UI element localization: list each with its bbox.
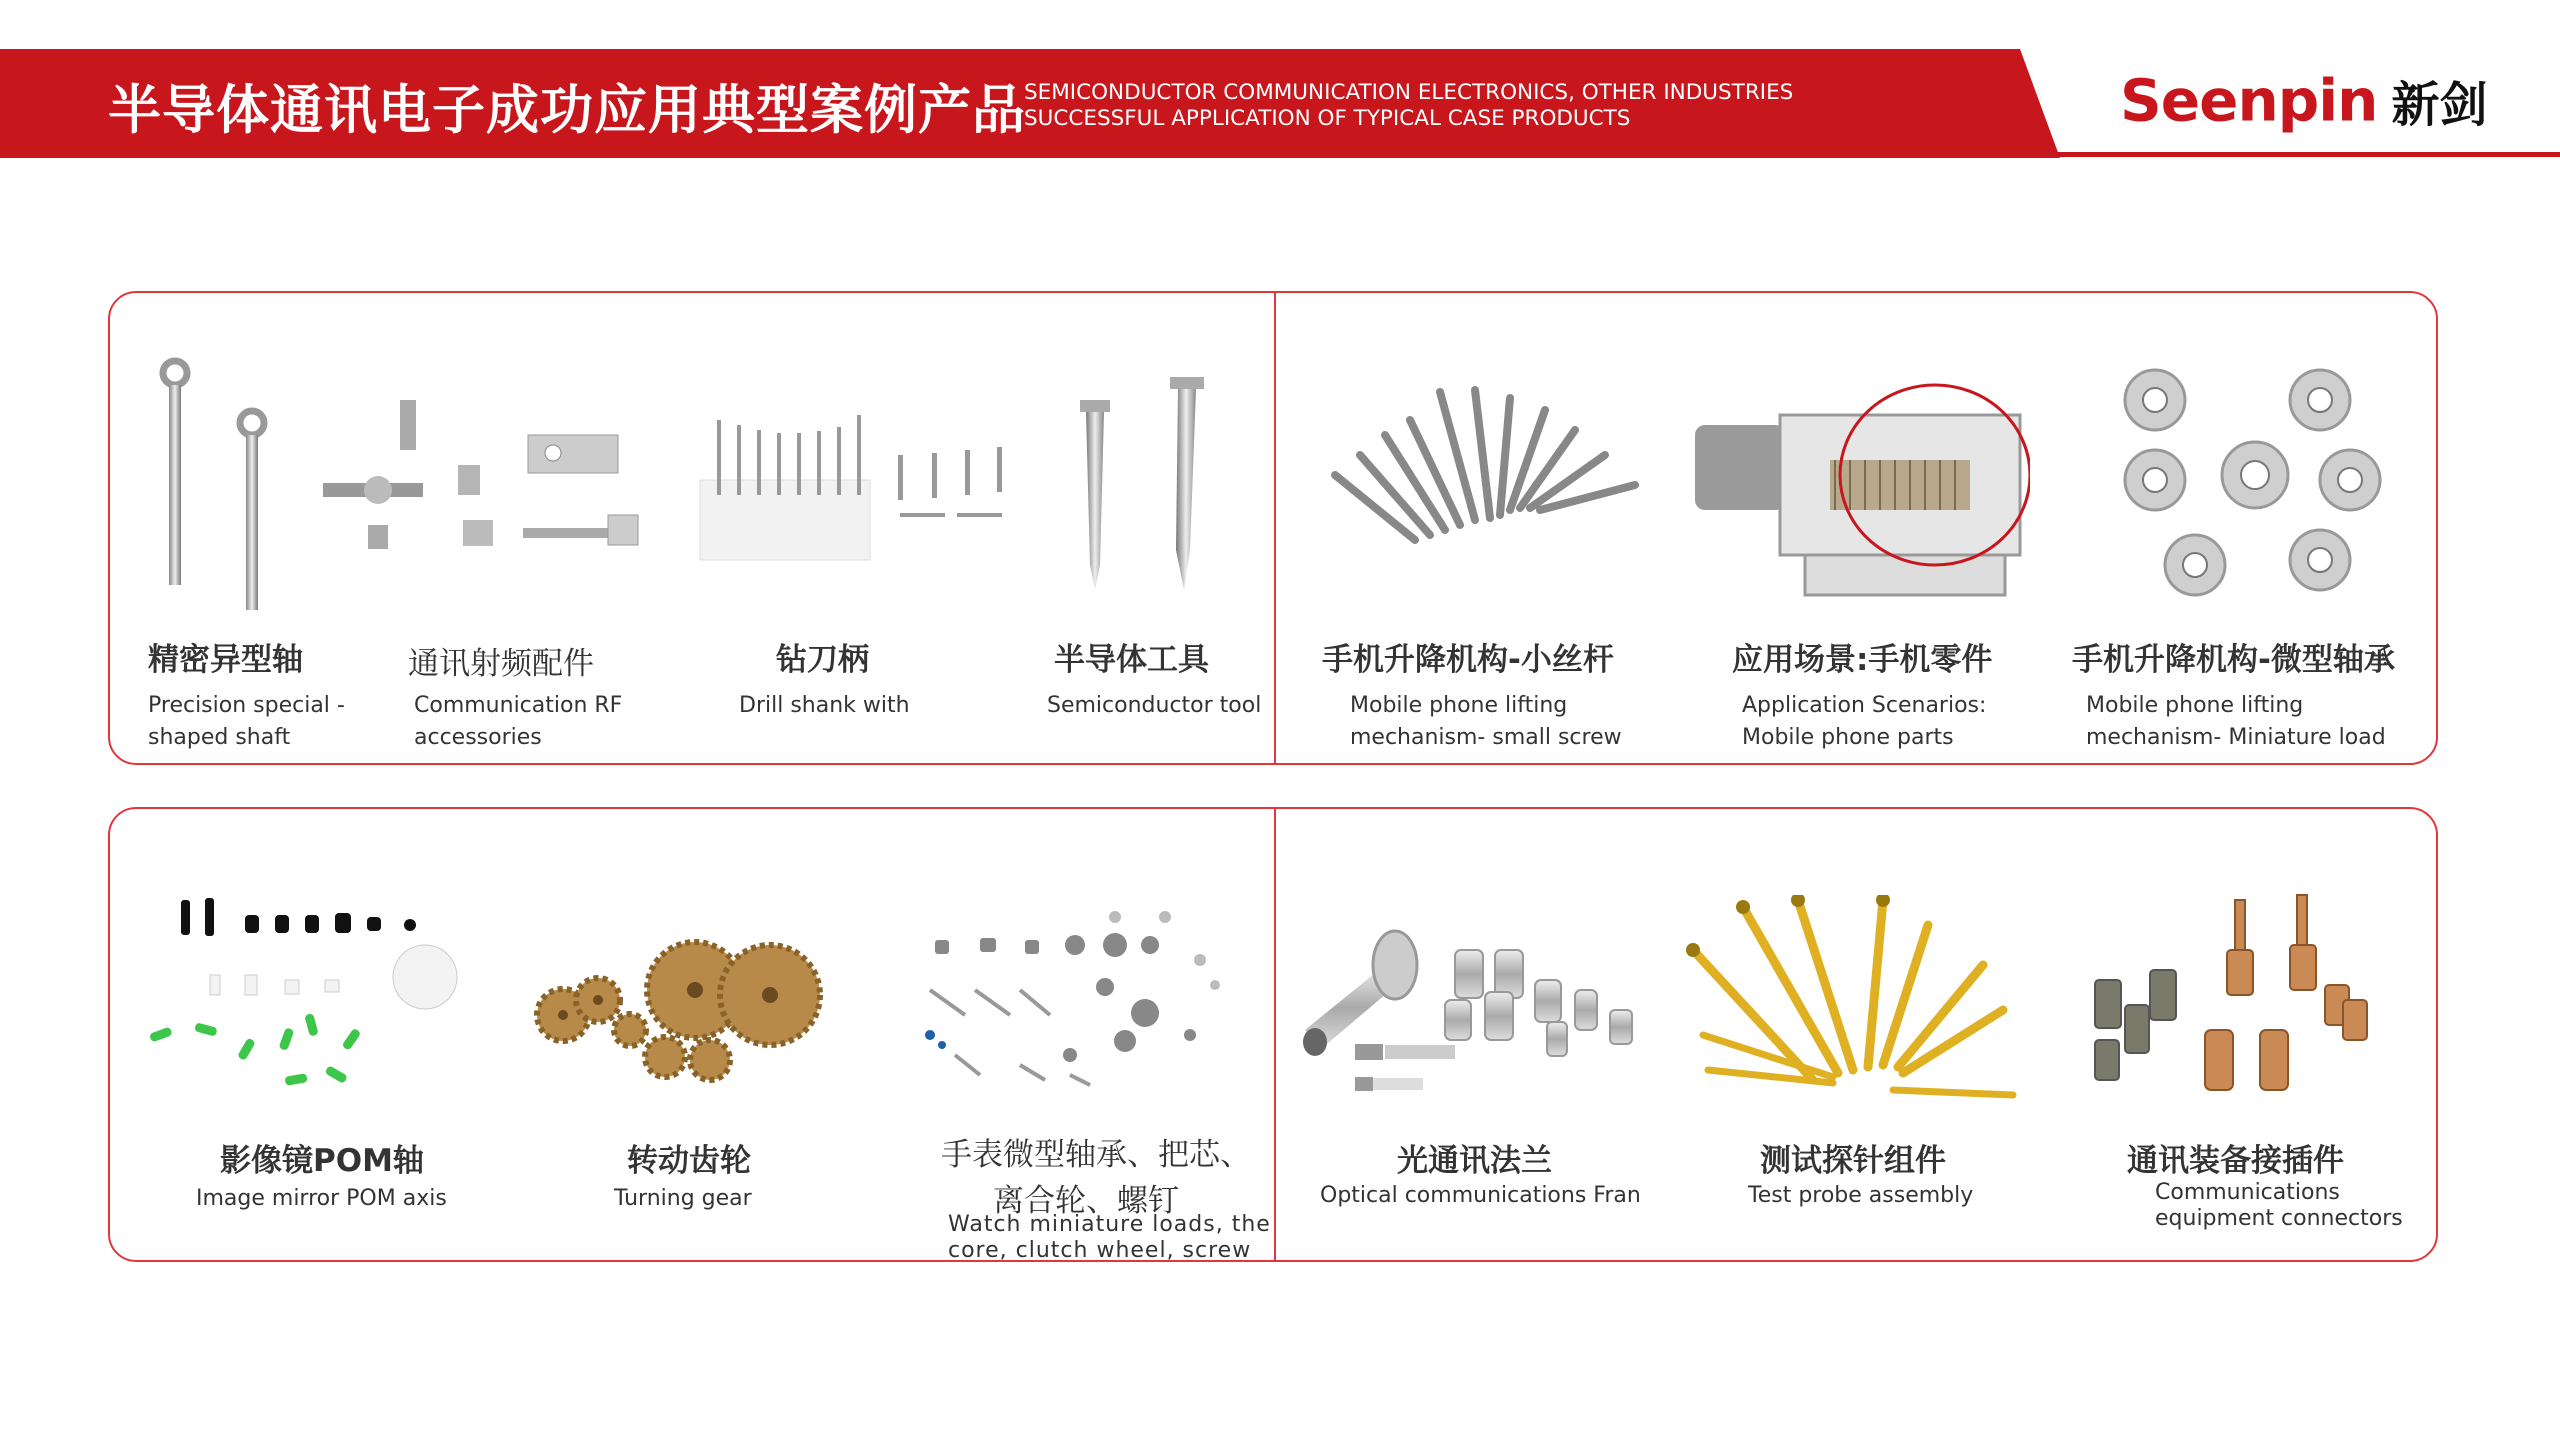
product-label-cn bbox=[941, 1132, 1251, 1224]
flange-icon bbox=[1295, 920, 1640, 1100]
product-label-en: Communications equipment connectors bbox=[2155, 1180, 2403, 1231]
product-label-cn: 钻刀柄 bbox=[776, 642, 869, 678]
pom-axis-icon bbox=[145, 895, 465, 1105]
bearing-icon bbox=[2115, 365, 2395, 605]
product-label-en: Precision special -shaped shaft bbox=[148, 693, 345, 750]
page-subtitle bbox=[1024, 80, 1793, 132]
product-label-cn-line-1: 手表微型轴承、把芯、 bbox=[941, 1137, 1251, 1173]
product-label-cn: 影像镜POM轴 bbox=[220, 1143, 424, 1179]
product-label-en: Semiconductor tool bbox=[1047, 693, 1262, 718]
product-label-en: Optical communications Fran bbox=[1320, 1183, 1641, 1208]
screw-rod-icon bbox=[1305, 380, 1645, 560]
brand-logo bbox=[2120, 66, 2487, 135]
product-label-cn: 转动齿轮 bbox=[627, 1143, 751, 1179]
product-label-cn: 手机升降机构-小丝杆 bbox=[1322, 642, 1614, 678]
probe-icon bbox=[1683, 895, 2023, 1115]
product-label-cn: 光通讯法兰 bbox=[1397, 1143, 1552, 1179]
phone-module-icon bbox=[1685, 380, 2030, 600]
product-label-cn: 通讯装备接插件 bbox=[2127, 1143, 2344, 1179]
product-label-cn: 通讯射频配件 bbox=[408, 646, 594, 682]
subtitle-line-1: SEMICONDUCTOR COMMUNICATION ELECTRONICS, OTHER INDUSTRIES bbox=[1024, 80, 1794, 105]
product-label-cn: 精密异型轴 bbox=[148, 642, 303, 678]
product-label-en: Test probe assembly bbox=[1748, 1183, 1974, 1208]
product-label-cn: 半导体工具 bbox=[1054, 642, 1209, 678]
product-label-cn: 手机升降机构-微型轴承 bbox=[2072, 642, 2395, 678]
product-label-cn: 应用场景:手机零件 bbox=[1732, 642, 1993, 678]
product-label-cn-line-2: 离合轮、螺钉 bbox=[993, 1183, 1179, 1219]
shaft-icon bbox=[150, 355, 290, 615]
semiconductor-tool-icon bbox=[1070, 365, 1230, 605]
subtitle-line-2: SUCCESSFUL APPLICATION OF TYPICAL CASE PRODUCTS bbox=[1024, 106, 1631, 131]
product-label-en: Watch miniature loads, the core, clutch wheel, screw bbox=[948, 1212, 1271, 1263]
product-label-en: Mobile phone lifting mechanism- Miniature load bbox=[2086, 693, 2386, 750]
rf-parts-icon bbox=[318, 395, 648, 565]
product-label-en: Drill shank with bbox=[739, 693, 910, 718]
watch-parts-icon bbox=[920, 905, 1240, 1105]
drill-shank-icon bbox=[695, 405, 1015, 565]
panel-divider-row-2 bbox=[1274, 807, 1276, 1262]
product-label-en: Image mirror POM axis bbox=[196, 1186, 447, 1211]
product-label-en: Mobile phone lifting mechanism- small screw bbox=[1350, 693, 1622, 750]
product-label-en: Application Scenarios: Mobile phone parts bbox=[1742, 693, 1987, 750]
page-title: 半导体通讯电子成功应用典型案例产品 bbox=[108, 80, 1026, 141]
product-label-en: Communication RF accessories bbox=[414, 693, 623, 750]
product-label-en: Turning gear bbox=[614, 1186, 752, 1211]
logo-wordmark: Seenpin bbox=[2120, 66, 2378, 135]
header-underline bbox=[0, 152, 2560, 157]
product-label-cn: 测试探针组件 bbox=[1760, 1143, 1946, 1179]
gear-icon bbox=[525, 935, 850, 1095]
connector-icon bbox=[2085, 890, 2405, 1110]
logo-chinese: 新剑 bbox=[2391, 77, 2488, 133]
